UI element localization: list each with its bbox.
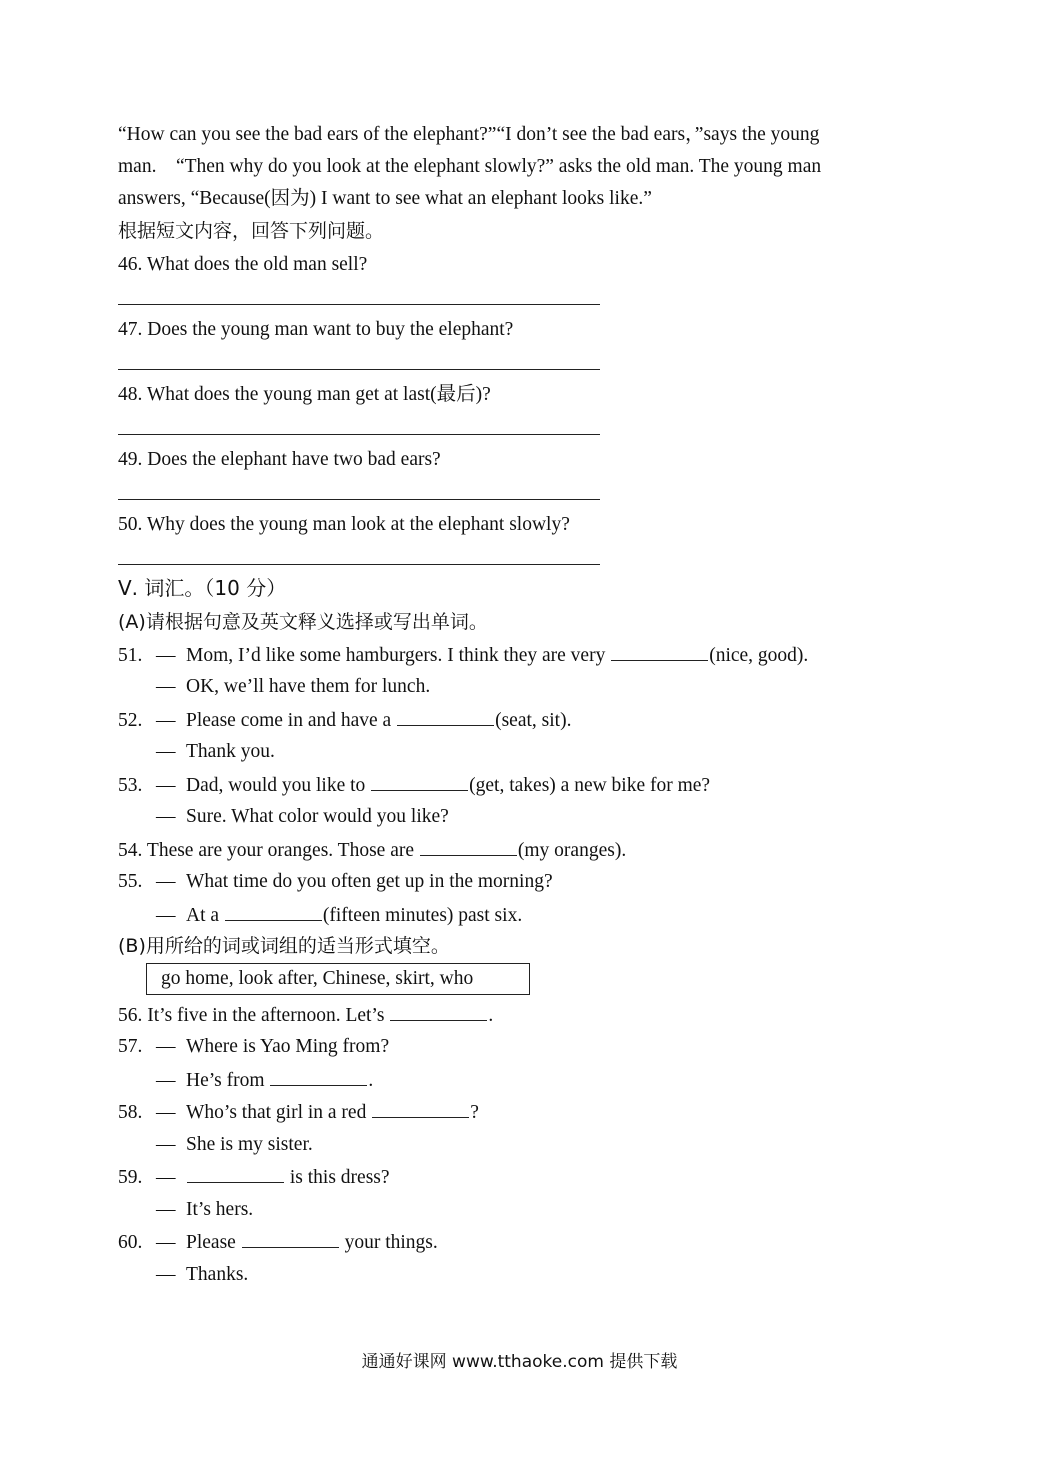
question-text: Does the elephant have two bad ears? xyxy=(147,449,441,470)
question-text: What time do you often get up in the morning? xyxy=(186,871,553,892)
vocab-question-59 xyxy=(118,1164,390,1191)
vocab-question-51 xyxy=(118,642,808,669)
dialog-dash: — xyxy=(156,741,176,762)
answer-blank-55[interactable] xyxy=(225,902,322,921)
vocab-reply-51 xyxy=(156,674,430,700)
vocab-reply-55 xyxy=(156,902,522,929)
question-number: 48. xyxy=(118,384,143,405)
question-number: 54. xyxy=(118,840,143,861)
part-a-instruction: (A)请根据句意及英文释义选择或写出单词。 xyxy=(118,611,488,633)
question-number: 47. xyxy=(118,319,143,340)
vocab-question-57 xyxy=(118,1034,389,1060)
dialog-dash: — xyxy=(156,1070,176,1091)
answer-blank-54[interactable] xyxy=(420,837,517,856)
vocab-question-52 xyxy=(118,707,571,734)
dialog-dash: — xyxy=(156,1036,176,1057)
dialog-dash: — xyxy=(156,1102,176,1123)
answer-blank-60[interactable] xyxy=(242,1229,339,1248)
answer-blank-51[interactable] xyxy=(611,642,708,661)
passage-line-1: “How can you see the bad ears of the elephant?”“I don’t see the bad ears，”says the young xyxy=(118,124,820,145)
vocab-question-55 xyxy=(118,869,553,895)
question-number: 59. xyxy=(118,1167,143,1188)
question-text: Please xyxy=(186,1232,241,1253)
answer-line-46[interactable] xyxy=(118,304,600,305)
question-number: 57. xyxy=(118,1036,143,1057)
answer-blank-58[interactable] xyxy=(372,1099,469,1118)
dialog-dash: — xyxy=(156,775,176,796)
dialog-dash: — xyxy=(156,1264,176,1285)
reply-text: He’s from xyxy=(186,1070,270,1091)
vocab-reply-52 xyxy=(156,739,275,765)
reply-text: Sure. What color would you like? xyxy=(186,806,449,827)
question-number: 56. xyxy=(118,1005,143,1026)
section-heading: Ⅴ. 词汇。（10 分） xyxy=(118,576,287,600)
answer-blank-53[interactable] xyxy=(371,772,468,791)
reading-question-49 xyxy=(118,447,441,473)
question-hint: ? xyxy=(470,1102,479,1123)
dialog-dash: — xyxy=(156,871,176,892)
question-number: 58. xyxy=(118,1102,143,1123)
question-text: your things. xyxy=(339,1232,438,1253)
page-footer: 通通好课网 www.tthaoke.com 提供下载 xyxy=(361,1352,678,1372)
dialog-dash: — xyxy=(156,1167,176,1188)
question-hint: (my oranges). xyxy=(517,840,627,861)
vocab-question-58 xyxy=(118,1099,479,1126)
reply-text: At a xyxy=(186,905,224,926)
dialog-dash: — xyxy=(156,645,176,666)
question-number: 46. xyxy=(118,254,143,275)
vocab-reply-57 xyxy=(156,1067,373,1094)
question-text: Who’s that girl in a red xyxy=(186,1102,372,1123)
reply-text: It’s hers. xyxy=(186,1199,254,1220)
reading-question-50 xyxy=(118,512,570,538)
reading-question-47 xyxy=(118,317,513,343)
answer-line-50[interactable] xyxy=(118,564,600,565)
answer-blank-52[interactable] xyxy=(397,707,494,726)
question-number: 52. xyxy=(118,710,143,731)
question-number: 49. xyxy=(118,449,143,470)
question-text: Why does the young man look at the elephant slowly? xyxy=(146,514,570,535)
passage-line-3: answers, “Because(因为) I want to see what an elephant looks like.” xyxy=(118,188,652,209)
answer-line-47[interactable] xyxy=(118,369,600,370)
answer-blank-56[interactable] xyxy=(390,1002,487,1021)
dialog-dash: — xyxy=(156,710,176,731)
vocab-question-54 xyxy=(118,837,626,864)
question-number: 55. xyxy=(118,871,143,892)
answer-blank-59[interactable] xyxy=(187,1164,284,1183)
question-text: Mom, I’d like some hamburgers. I think they are very xyxy=(186,645,611,666)
answer-line-48[interactable] xyxy=(118,434,600,435)
question-number: 60. xyxy=(118,1232,143,1253)
question-text: What does the old man sell? xyxy=(146,254,368,275)
vocab-reply-59 xyxy=(156,1197,253,1223)
question-hint: . xyxy=(488,1005,494,1026)
reading-instruction: 根据短文内容，回答下列问题。 xyxy=(118,220,385,242)
vocab-question-53 xyxy=(118,772,710,799)
vocab-question-56 xyxy=(118,1002,493,1029)
question-text: It’s five in the afternoon. Let’s xyxy=(147,1005,390,1026)
reading-question-46 xyxy=(118,252,367,278)
vocab-reply-58 xyxy=(156,1132,313,1158)
dialog-dash: — xyxy=(156,1232,176,1253)
vocab-question-60 xyxy=(118,1229,438,1256)
vocab-reply-60 xyxy=(156,1262,248,1288)
question-text: Where is Yao Ming from? xyxy=(186,1036,390,1057)
question-text: Does the young man want to buy the elephant? xyxy=(147,319,514,340)
reply-text: Thanks. xyxy=(186,1264,249,1285)
question-hint: (fifteen minutes) past six. xyxy=(322,905,523,926)
vocab-reply-53 xyxy=(156,804,449,830)
dialog-dash: — xyxy=(156,905,176,926)
question-text: Please come in and have a xyxy=(186,710,397,731)
question-hint: (seat, sit). xyxy=(495,710,572,731)
answer-blank-57[interactable] xyxy=(270,1067,367,1086)
question-text: Dad, would you like to xyxy=(186,775,371,796)
answer-line-49[interactable] xyxy=(118,499,600,500)
question-hint: (get, takes) a new bike for me? xyxy=(469,775,711,796)
question-text: What does the young man get at last(最后)? xyxy=(146,384,491,405)
reading-question-48 xyxy=(118,382,491,408)
question-hint: (nice, good). xyxy=(709,645,809,666)
question-text: is this dress? xyxy=(285,1167,390,1188)
passage-line-2: man. “Then why do you look at the elephant slowly?” asks the old man. The young man xyxy=(118,156,822,177)
question-number: 53. xyxy=(118,775,143,796)
question-number: 51. xyxy=(118,645,143,666)
reply-text: She is my sister. xyxy=(186,1134,313,1155)
dialog-dash: — xyxy=(156,806,176,827)
word-bank-box: go home, look after, Chinese, skirt, who xyxy=(146,963,530,995)
reply-text: Thank you. xyxy=(186,741,275,762)
question-hint: . xyxy=(368,1070,374,1091)
question-text: These are your oranges. Those are xyxy=(146,840,419,861)
question-number: 50. xyxy=(118,514,143,535)
reply-text: OK, we’ll have them for lunch. xyxy=(186,676,431,697)
dialog-dash: — xyxy=(156,1199,176,1220)
dialog-dash: — xyxy=(156,1134,176,1155)
part-b-instruction: (B)用所给的词或词组的适当形式填空。 xyxy=(118,935,450,957)
dialog-dash: — xyxy=(156,676,176,697)
